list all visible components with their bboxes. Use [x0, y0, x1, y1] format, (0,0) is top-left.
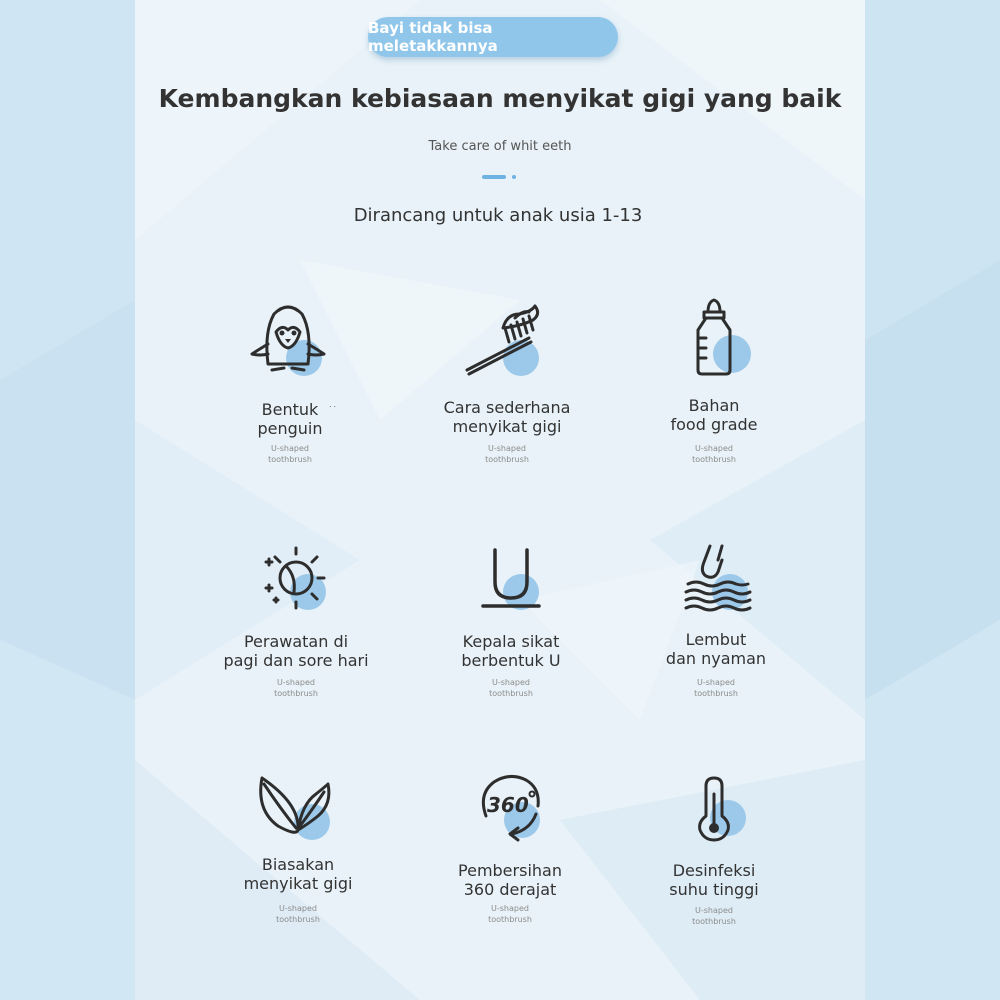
feature-caption: U-shaped toothbrush — [276, 904, 320, 924]
feature-title: Bahan food grade — [670, 396, 758, 434]
soft-touch-icon — [666, 536, 766, 626]
english-subtitle: Take care of whit eeth — [428, 139, 572, 154]
feature-caption: U-shaped toothbrush — [274, 678, 318, 698]
thermometer-icon — [664, 764, 764, 854]
stray-mark: ˙˙ — [328, 406, 337, 416]
sun-moon-icon — [246, 536, 346, 626]
svg-text:360: 360 — [487, 793, 529, 817]
feature-caption: U-shaped toothbrush — [488, 904, 532, 924]
feature-title: Kepala sikat berbentuk U — [461, 632, 561, 670]
feature-caption: U-shaped toothbrush — [268, 444, 312, 464]
header-badge: Bayi tidak bisa meletakkannya — [368, 17, 618, 57]
feature-caption: U-shaped toothbrush — [485, 444, 529, 464]
feature-caption: U-shaped toothbrush — [692, 444, 736, 464]
feature-title: Pembersihan 360 derajat — [458, 861, 562, 899]
feature-caption: U-shaped toothbrush — [489, 678, 533, 698]
page-title: Kembangkan kebiasaan menyikat gigi yang baik — [158, 84, 842, 113]
baby-bottle-icon — [664, 292, 764, 382]
age-tagline: Dirancang untuk anak usia 1-13 — [353, 205, 643, 226]
feature-caption: U-shaped toothbrush — [694, 678, 738, 698]
feature-title: Lembut dan nyaman — [665, 630, 767, 668]
penguin-icon — [240, 292, 340, 382]
feature-title: Perawatan di pagi dan sore hari — [223, 632, 369, 670]
feature-title: Bentuk penguin — [257, 400, 323, 438]
toothbrush-icon — [457, 292, 557, 382]
feature-title: Desinfeksi suhu tinggi — [669, 861, 759, 899]
leaf-icon — [248, 764, 348, 854]
360-icon — [460, 764, 560, 854]
feature-title: Biasakan menyikat gigi — [243, 855, 353, 893]
u-shape-icon — [461, 538, 561, 628]
feature-caption: U-shaped toothbrush — [692, 906, 736, 926]
feature-title: Cara sederhana menyikat gigi — [443, 398, 571, 436]
